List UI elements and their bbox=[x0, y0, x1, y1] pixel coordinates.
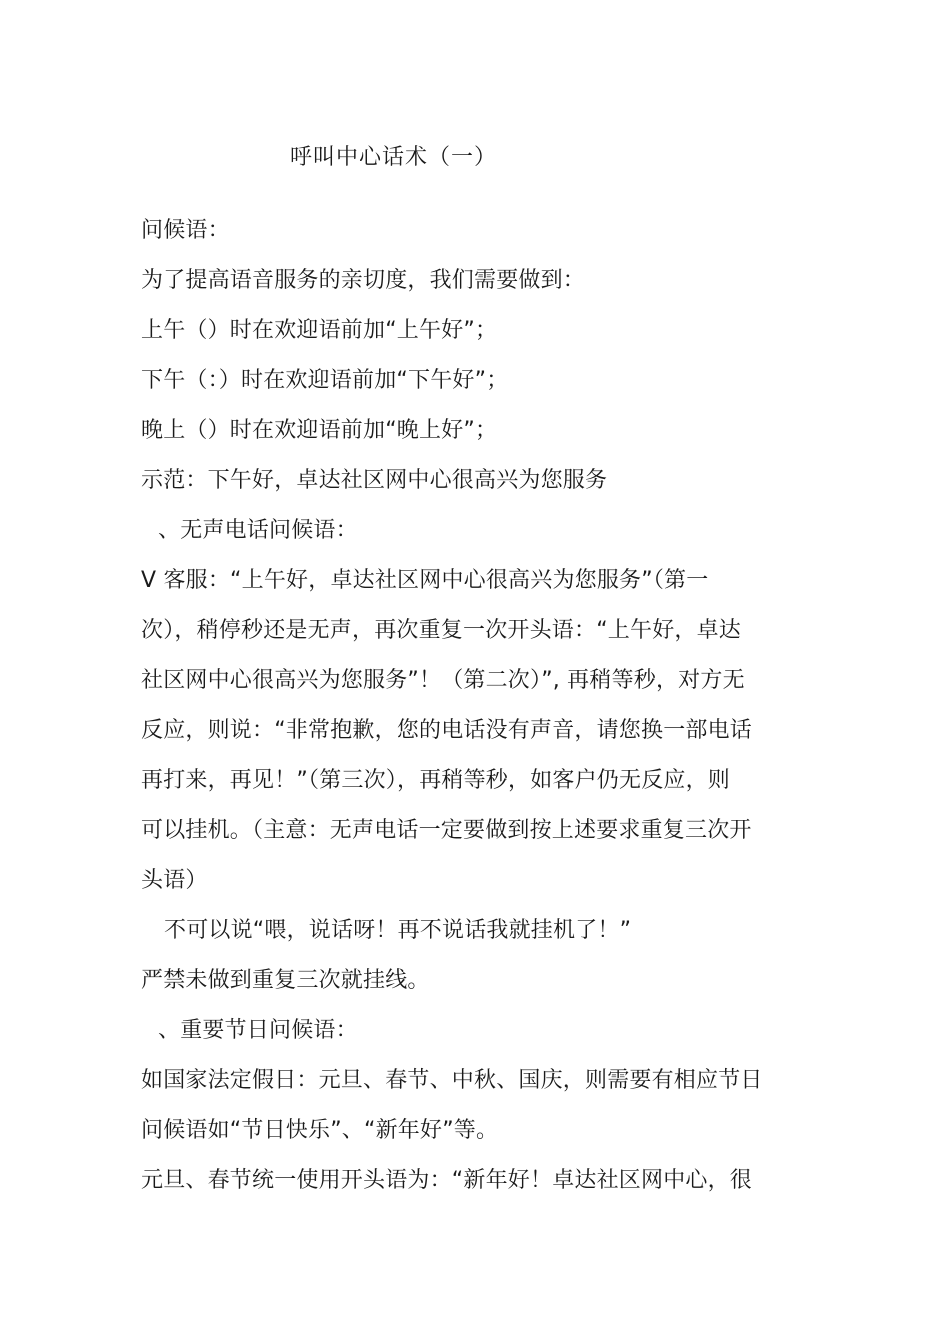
text-line: 严禁未做到重复三次就挂线。 bbox=[141, 968, 430, 993]
section-heading: 、重要节日问候语： bbox=[158, 1018, 358, 1043]
text-line: 不可以说“喂，说话呀！再不说话我就挂机了！” bbox=[164, 918, 632, 943]
text-line: 次），稍停秒还是无声，再次重复一次开头语：“上午好，卓达 bbox=[141, 618, 741, 643]
text-line: 可以挂机。（主意：无声电话一定要做到按上述要求重复三次开 bbox=[141, 818, 752, 843]
text-line: 元旦、春节统一使用开头语为：“新年好！卓达社区网中心，很 bbox=[141, 1168, 752, 1193]
text-line: 上午（）时在欢迎语前加“上午好”； bbox=[141, 318, 498, 343]
text-line: 社区网中心很高兴为您服务”！（第二次）”, 再稍等秒，对方无 bbox=[141, 668, 745, 693]
text-line: 为了提高语音服务的亲切度，我们需要做到： bbox=[141, 268, 586, 293]
text-line: 反应，则说：“非常抱歉，您的电话没有声音，请您换一部电话 bbox=[141, 718, 752, 743]
text-line: 问候语： bbox=[141, 218, 230, 243]
text-line: 示范：下午好，卓达社区网中心很高兴为您服务 bbox=[141, 468, 608, 493]
text-line: 晚上（）时在欢迎语前加“晚上好”； bbox=[141, 418, 498, 443]
text-line: 下午（：）时在欢迎语前加“下午好”； bbox=[141, 368, 509, 393]
text-line: 头语） bbox=[141, 868, 208, 893]
text-line: 再打来，再见！”（第三次），再稍等秒，如客户仍无反应，则 bbox=[141, 768, 730, 793]
text-line: 如国家法定假日：元旦、春节、中秋、国庆，则需要有相应节日 bbox=[141, 1068, 763, 1093]
text-line: V 客服：“上午好，卓达社区网中心很高兴为您服务”（第一 bbox=[141, 568, 709, 593]
section-heading: 、无声电话问候语： bbox=[158, 518, 358, 543]
document-title: 呼叫中心话术（一） bbox=[290, 145, 498, 170]
text-line: 问候语如“节日快乐”、“新年好”等。 bbox=[141, 1118, 499, 1143]
